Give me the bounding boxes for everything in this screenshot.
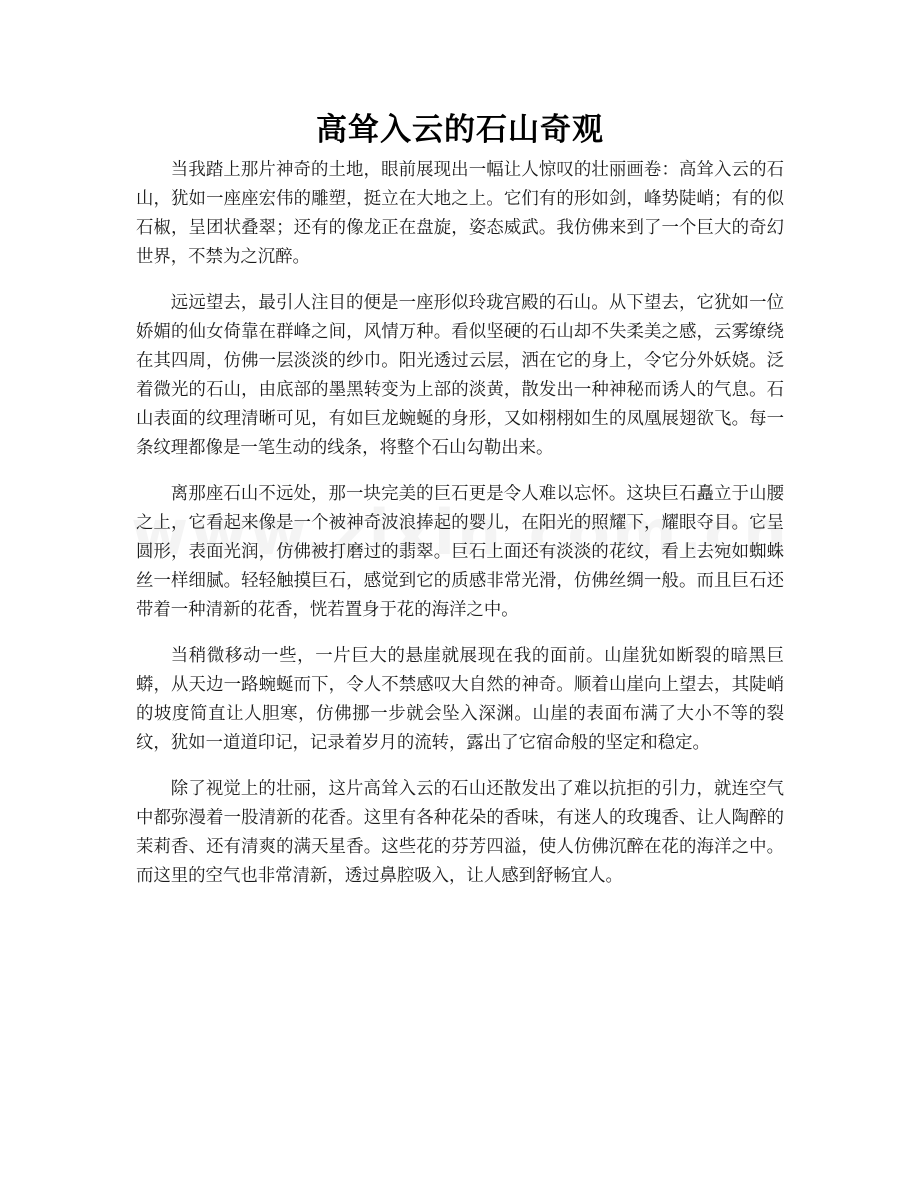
paragraph-2: 远远望去，最引人注目的便是一座形似玲珑宫殿的石山。从下望去，它犹如一位娇媚的仙女倚靠在群峰之间，风情万种。看似坚硬的石山却不失柔美之感，云雾缭绕在其四周，仿佛一层淡淡的纱巾。阳光透过云层，洒在它的身上，令它分外妖娆。泛着微光的石山，由底部的墨黑转变为上部的淡黄，散发出一种神秘而诱人的气息。石山表面的纹理清晰可见，有如巨龙蜿蜒的身形，又如栩栩如生的凤凰展翅欲飞。每一条纹理都像是一笔生动的线条，将整个石山勾勒出来。: [136, 293, 784, 458]
paragraph-1: 当我踏上那片神奇的土地，眼前展现出一幅让人惊叹的壮丽画卷：高耸入云的石山，犹如一座座宏伟的雕塑，挺立在大地之上。它们有的形如剑，峰势陡峭；有的似石椒，呈团状叠翠；还有的像龙正在盘旋，姿态威武。我仿佛来到了一个巨大的奇幻世界，不禁为之沉醉。: [136, 160, 784, 267]
document-body: [136, 156, 784, 908]
document-title: 高耸入云的石山奇观: [316, 112, 604, 148]
paragraph-4: 当稍微移动一些，一片巨大的悬崖就展现在我的面前。山崖犹如断裂的暗黑巨蟒，从天边一路蜿蜒而下，令人不禁感叹大自然的神奇。顺着山崖向上望去，其陡峭的坡度简直让人胆寒，仿佛挪一步就会坠入深渊。山崖的表面布满了大小不等的裂纹，犹如一道道印记，记录着岁月的流转，露出了它宿命般的坚定和稳定。: [136, 646, 784, 753]
paragraph-5: 除了视觉上的壮丽，这片高耸入云的石山还散发出了难以抗拒的引力，就连空气中都弥漫着一股清新的花香。这里有各种花朵的香味，有迷人的玫瑰香、让人陶醉的茉莉香、还有清爽的满天星香。这些花的芬芳四溢，使人仿佛沉醉在花的海洋之中。而这里的空气也非常清新，透过鼻腔吸入，让人感到舒畅宜人。: [136, 779, 784, 886]
paragraph-3: 离那座石山不远处，那一块完美的巨石更是令人难以忘怀。这块巨石矗立于山腰之上，它看起来像是一个被神奇波浪捧起的婴儿，在阳光的照耀下，耀眼夺目。它呈圆形，表面光润，仿佛被打磨过的翡翠。巨石上面还有淡淡的花纹，看上去宛如蜘蛛丝一样细腻。轻轻触摸巨石，感觉到它的质感非常光滑，仿佛丝绸一般。而且巨石还带着一种清新的花香，恍若置身于花的海洋之中。: [136, 484, 784, 620]
